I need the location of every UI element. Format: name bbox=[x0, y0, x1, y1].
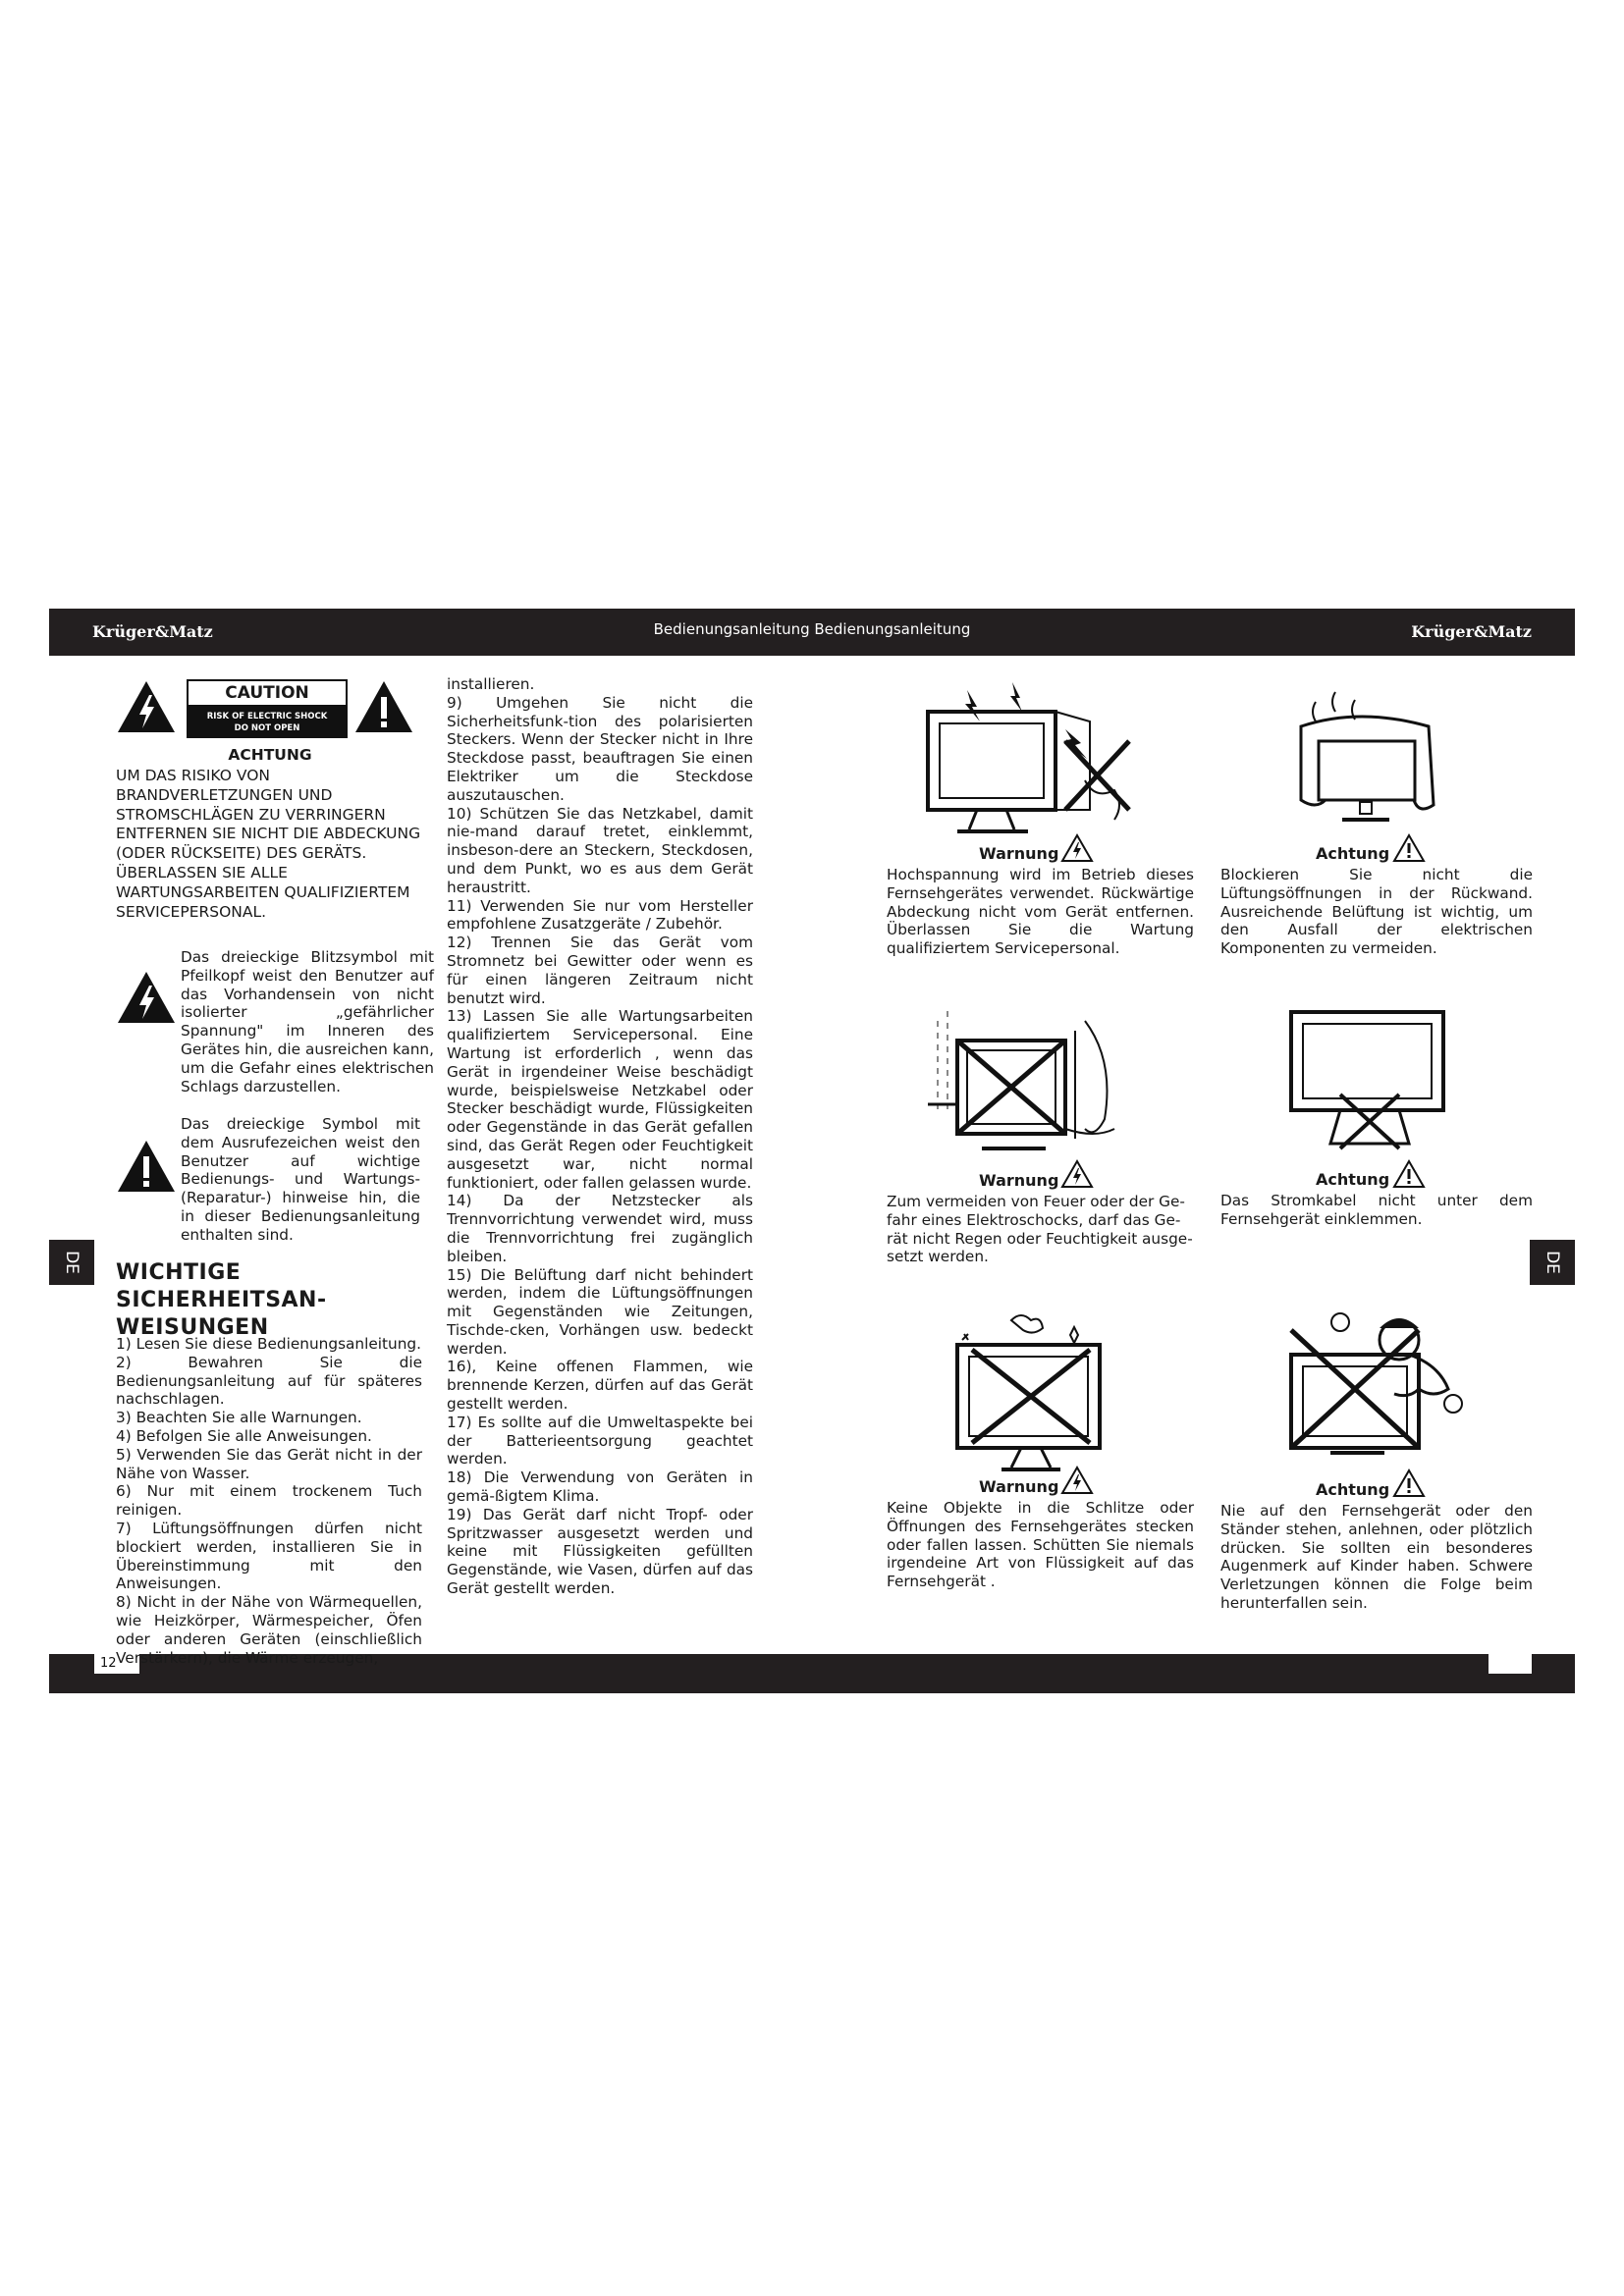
instruction-item: installieren. bbox=[447, 675, 535, 693]
language-tab-right: DE bbox=[1530, 1240, 1575, 1285]
instruction-item: 1) Lesen Sie diese Bedienungsanleitung. bbox=[116, 1335, 421, 1353]
warning-text-1: Hochspannung wird im Betrieb dieses Fernsehgerätes verwendet. Rückwärtige Abdeckung nicht vom Gerät entfernen. Überlassen Sie die Wartung qualifiziertem Servicepersonal. bbox=[887, 866, 1194, 958]
instruction-item: 15) Die Belüftung darf nicht behindert werden, indem die Lüftungsöffnungen mit Gegenständen wie Zeitungen, Tischde-cken, Vorhängen usw. bedeckt werden. bbox=[447, 1265, 753, 1358]
caution-subtitle: RISK OF ELECTRIC SHOCK DO NOT OPEN bbox=[189, 707, 346, 738]
exclamation-caution-icon bbox=[1392, 1468, 1426, 1498]
instruction-item: 8) Nicht in der Nähe von Wärmequellen, wie Heizkörper, Wärmespeicher, Öfen oder anderen Geräten (einschließlich Verstärkern), die Wärme erzeugen, bbox=[116, 1593, 422, 1667]
brand-logo-left: Krüger&Matz bbox=[92, 622, 213, 641]
instruction-item: 13) Lassen Sie alle Wartungsarbeiten qualifiziertem Servicepersonal. Eine Wartung ist erforderlich , wenn das Gerät in irgendeiner Weise beschädigt wurde, beispielsweise Netzkabel oder Stecker beschädigt wurde, Flüssigkeiten oder Gegenstände in das Gerät gefallen sind, das Gerät Regen oder Feuchtigkeit ausgesetzt war, nicht normal funktioniert, oder fallen gelassen wurde. bbox=[447, 1007, 753, 1192]
instructions-column-2 bbox=[447, 675, 753, 1598]
warning-label-3: Warnung bbox=[979, 1171, 1059, 1190]
instruction-item: 10) Schützen Sie das Netzkabel, damit nie-mand darauf tretet, einklemmt, insbeson-dere an Steckern, Steckdosen, und dem Punkt, wo es aus dem Gerät heraustritt. bbox=[447, 804, 753, 896]
instruction-item: 18) Die Verwendung von Geräten in gemä-ßigtem Klima. bbox=[447, 1468, 753, 1506]
header-bar bbox=[49, 609, 1575, 656]
tv-pinched-cable-illustration bbox=[1281, 1006, 1458, 1153]
achtung-title: ACHTUNG bbox=[228, 746, 312, 764]
caution-label-4: Achtung bbox=[1316, 1170, 1390, 1189]
tv-objects-illustration bbox=[943, 1310, 1139, 1477]
instruction-item: 2) Bewahren Sie die Bedienungsanleitung auf für späteres nachschlagen. bbox=[116, 1353, 422, 1409]
instruction-item: 19) Das Gerät darf nicht Tropf- oder Spritzwasser ausgesetzt werden und keine mit Flüssigkeiten gefüllten Gegenstände, wie Vasen, dürfen auf das Gerät gestellt werden. bbox=[447, 1505, 753, 1598]
tv-blocked-vents-illustration bbox=[1281, 682, 1448, 829]
caution-text-6: Nie auf den Fernsehgerät oder den Ständer stehen, anlehnen, oder plötzlich drücken. Sie sollten ein besonderes Augenmerk auf Kinder haben. Schwere Verletzungen können die Folge beim herunterfallen sein. bbox=[1220, 1502, 1533, 1612]
exclamation-caution-icon bbox=[1392, 833, 1426, 863]
exclamation-caution-icon bbox=[1392, 1159, 1426, 1189]
lightning-warning-icon bbox=[1060, 1466, 1094, 1495]
instruction-item: 3) Beachten Sie alle Warnungen. bbox=[116, 1409, 362, 1427]
instruction-item: 6) Nur mit einem trockenem Tuch reinigen. bbox=[116, 1482, 422, 1520]
warning-text-3: Zum vermeiden von Feuer oder der Ge-fahr eines Elektroschocks, darf das Ge-rät nicht Regen oder Feuchtigkeit ausge-setzt werden. bbox=[887, 1193, 1193, 1266]
brand-logo-right: Krüger&Matz bbox=[1411, 622, 1532, 641]
lightning-warning-icon bbox=[1060, 833, 1094, 863]
caution-label bbox=[187, 679, 348, 738]
warning-text-5: Keine Objekte in die Schlitze oder Öffnungen des Fernsehgerätes stecken oder fallen lassen. Schütten Sie niemals irgendeine Art von Flüssigkeit auf das Fernsehgerät . bbox=[887, 1499, 1194, 1591]
exclamation-symbol-note: Das dreieckige Symbol mit dem Ausrufezeichen weist den Benutzer auf wichtige Bedienungs- und Wartungs- (Reparatur-) hinweise hin, die in dieser Bedienungsanleitung enthalten sind. bbox=[181, 1115, 420, 1244]
warning-label-5: Warnung bbox=[979, 1477, 1059, 1496]
electric-shock-warning-icon bbox=[116, 679, 177, 734]
instruction-item: 14) Da der Netzstecker als Trennvorrichtung verwendet wird, muss die Trennvorrichtung frei zugänglich bleiben. bbox=[447, 1192, 753, 1265]
exclamation-warning-icon bbox=[353, 679, 414, 734]
caution-label-2: Achtung bbox=[1316, 844, 1390, 863]
caution-label-6: Achtung bbox=[1316, 1480, 1390, 1499]
lightning-symbol-note: Das dreieckige Blitzsymbol mit Pfeilkopf weist den Benutzer auf das Vorhandensein von nicht isolierter „gefährlicher Spannung" im Inneren des Gerätes hin, die ausreichen kann, um die Gefahr eines elektrischen Schlags darzustellen. bbox=[181, 948, 434, 1095]
caution-text-2: Blockieren Sie nicht die Lüftungsöffnungen in der Rückwand. Ausreichende Belüftung ist wichtig, um den Ausfall der elektrischen Komponenten zu vermeiden. bbox=[1220, 866, 1533, 958]
lightning-triangle-icon bbox=[116, 970, 177, 1025]
tv-rain-illustration bbox=[928, 1011, 1154, 1178]
instructions-column-1 bbox=[116, 1335, 422, 1667]
tv-child-climbing-illustration bbox=[1272, 1310, 1468, 1472]
instruction-item: 16), Keine offenen Flammen, wie brennende Kerzen, dürfen auf das Gerät gestellt werden. bbox=[447, 1358, 753, 1414]
lightning-warning-icon bbox=[1060, 1159, 1094, 1189]
instruction-item: 9) Umgehen Sie nicht die Sicherheitsfunk-tion des polarisierten Steckers. Wenn der Stecker nicht in Ihre Steckdose passt, beauftragen Sie einen Elektriker um die Steckdose auszutauschen. bbox=[447, 693, 753, 804]
page-number: 12 bbox=[94, 1654, 139, 1674]
instruction-item: 17) Es sollte auf die Umweltaspekte bei der Batterieentsorgung geachtet werden. bbox=[447, 1413, 753, 1468]
manual-title: Bedienungsanleitung Bedienungsanleitung bbox=[653, 620, 971, 638]
tv-high-voltage-illustration bbox=[918, 682, 1144, 849]
warning-label-1: Warnung bbox=[979, 844, 1059, 863]
page-number-right-box bbox=[1489, 1654, 1532, 1674]
safety-heading: WICHTIGE SICHERHEITSAN-WEISUNGEN bbox=[116, 1260, 327, 1340]
instruction-item: 12) Trennen Sie das Gerät vom Stromnetz bei Gewitter oder wenn es für einen längeren Zeitraum nicht benutzt wird. bbox=[447, 934, 753, 1007]
instruction-item: 7) Lüftungsöffnungen dürfen nicht blockiert werden, installieren Sie in Übereinstimmung mit den Anweisungen. bbox=[116, 1519, 422, 1593]
achtung-text: UM DAS RISIKO VON BRANDVERLETZUNGEN UND STROMSCHLÄGEN ZU VERRINGERN ENTFERNEN SIE NICHT DIE ABDECKUNG (ODER RÜCKSEITE) DES GERÄTS. ÜBERLASSEN SIE ALLE WARTUNGSARBEITEN QUALIFIZIERTEM SERVICEPERSONAL. bbox=[116, 767, 421, 921]
instruction-item: 5) Verwenden Sie das Gerät nicht in der Nähe von Wasser. bbox=[116, 1445, 422, 1482]
instruction-item: 11) Verwenden Sie nur vom Hersteller empfohlene Zusatzgeräte / Zubehör. bbox=[447, 896, 753, 934]
language-tab-left: DE bbox=[49, 1240, 94, 1285]
instruction-item: 4) Befolgen Sie alle Anweisungen. bbox=[116, 1426, 372, 1445]
caution-title: CAUTION bbox=[189, 681, 346, 707]
exclamation-triangle-icon bbox=[116, 1139, 177, 1194]
caution-text-4: Das Stromkabel nicht unter dem Fernsehgerät einklemmen. bbox=[1220, 1192, 1533, 1228]
